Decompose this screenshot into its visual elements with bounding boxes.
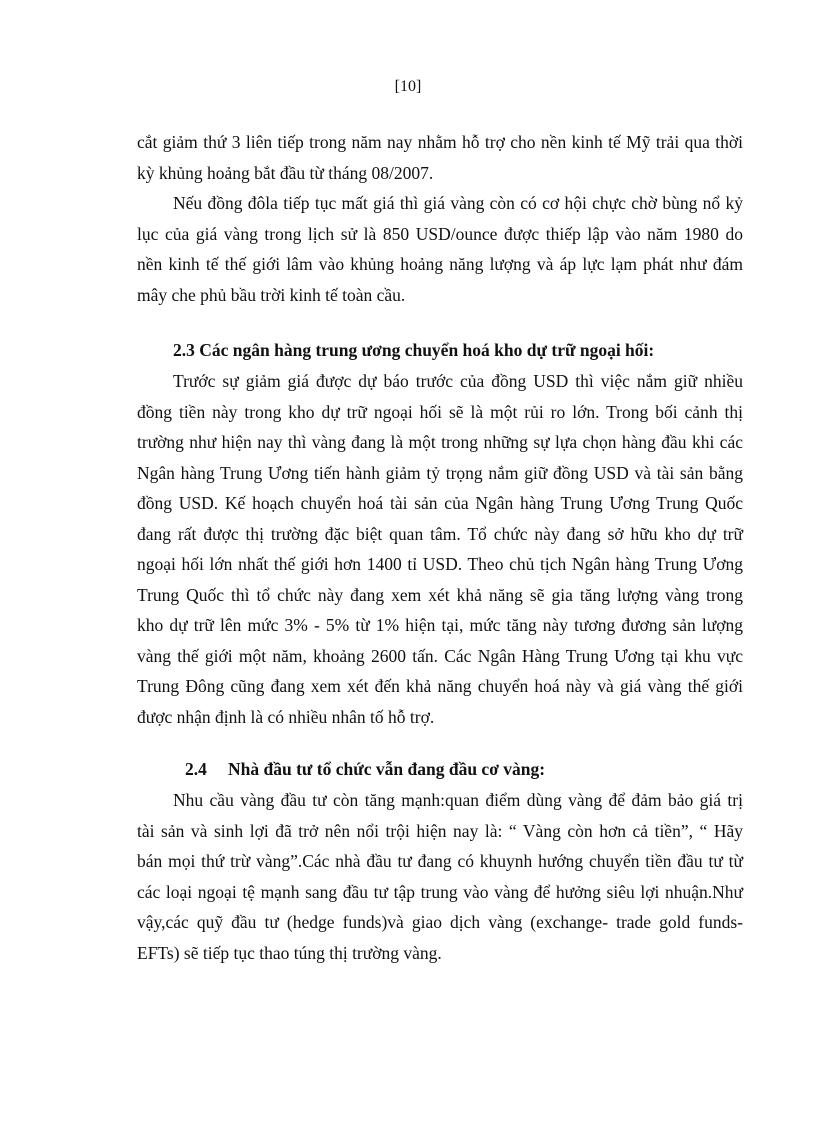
text-line: EFTs) sẽ tiếp tục thao túng thị trường vàng. (137, 942, 442, 963)
paragraph-continuation (137, 127, 743, 188)
text-line: đồng USD. Kế hoạch chuyển hoá tài sản của Ngân hàng Trung Ương Trung Quốc (137, 493, 743, 513)
text-line: đang rất được thị trường đặc biệt quan tâm. Tổ chức này đang sở hữu kho dự trữ (137, 523, 743, 544)
text-line: lục của giá vàng trong lịch sử là 850 USD/ounce được thiếp lập vào năm 1980 do (137, 223, 743, 244)
page-number: [10] (394, 78, 422, 95)
text-line: kho dự trữ lên mức 3% - 5% từ 1% hiện tại, mức tăng này tương đương sản lượng (137, 615, 743, 635)
text-line: Trung Đông cũng đang xem xét đến khả năng chuyển hoá này và giá vàng thế giới (137, 676, 743, 696)
text-line: bán mọi thứ trừ vàng”.Các nhà đầu tư đang có khuynh hướng chuyển tiền đầu tư từ (137, 851, 743, 871)
text-line: ngoại hối lớn nhất thế giới hơn 1400 tỉ USD. Theo chủ tịch Ngân hàng Trung Ương (137, 554, 743, 574)
paragraph-dollar-outlook (137, 188, 743, 310)
text-line: kỳ khủng hoảng bắt đầu từ tháng 08/2007. (137, 162, 434, 183)
text-line: Nhu cầu vàng đầu tư còn tăng mạnh:quan điểm dùng vàng để đảm bảo giá trị (173, 790, 743, 810)
text-line: đồng tiền này trong kho dự trữ ngoại hối sẽ là một rủi ro lớn. Trong bối cảnh thị (137, 401, 743, 422)
text-line: Ngân hàng Trung Ương tiến hành giảm tỷ trọng nắm giữ đồng USD và tài sản bằng (137, 462, 743, 483)
text-line: trường như hiện nay thì vàng đang là một trong những sự lựa chọn hàng đầu khi các (137, 432, 743, 452)
text-line: được nhận định là có nhiều nhân tố hỗ trợ. (137, 706, 435, 727)
text-line: tài sản và sinh lợi đã trở nên nổi trội hiện nay là: “ Vàng còn hơn cả tiền”, “ Hãy (137, 820, 743, 841)
text-line: Trung Quốc thì tổ chức này đang xem xét khả năng sẽ gia tăng lượng vàng trong (137, 584, 743, 605)
text-line: nền kinh tế thế giới lâm vào khủng hoảng năng lượng và áp lực lạm phát như đám (137, 254, 743, 274)
text-line: vàng thế giới một năm, khoảng 2600 tấn. Các Ngân Hàng Trung Ương tại khu vực (137, 645, 743, 666)
text-line: Trước sự giảm giá được dự báo trước của đồng USD thì việc nắm giữ nhiều (173, 371, 743, 391)
section-2-4-body (137, 785, 743, 968)
text-line: mây che phủ bầu trời kinh tế toàn cầu. (137, 284, 406, 305)
section-title: Nhà đầu tư tổ chức vẫn đang đầu cơ vàng: (228, 759, 546, 779)
text-line: các loại ngoại tệ mạnh sang đầu tư tập trung vào vàng để hưởng siêu lợi nhuận.Như (137, 881, 743, 902)
text-line: cắt giảm thứ 3 liên tiếp trong năm nay nhằm hỗ trợ cho nền kinh tế Mỹ trải qua thời (137, 132, 743, 152)
section-heading-2-4 (185, 759, 545, 780)
section-number: 2.4 (185, 759, 207, 779)
text-line: Nếu đồng đôla tiếp tục mất giá thì giá vàng còn có cơ hội chực chờ bùng nổ kỷ (173, 193, 743, 213)
section-heading-2-3: 2.3 Các ngân hàng trung ương chuyển hoá kho dự trữ ngoại hối: (173, 340, 655, 360)
section-2-3-body (137, 366, 743, 732)
text-line: vậy,các quỹ đầu tư (hedge funds)và giao dịch vàng (exchange- trade gold funds- (137, 912, 743, 932)
